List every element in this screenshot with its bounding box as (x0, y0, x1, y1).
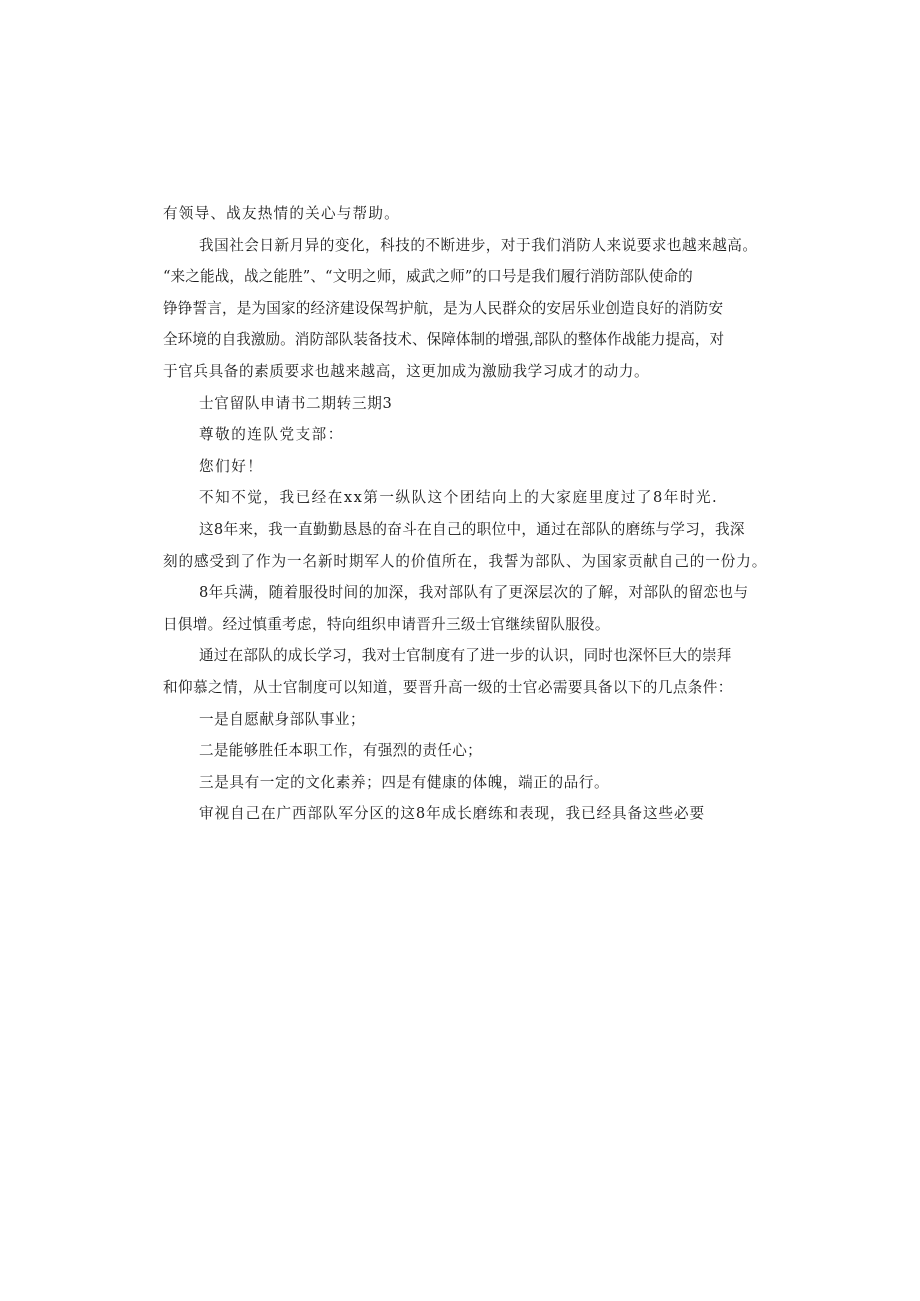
paragraph-line: 刻的感受到了作为一名新时期军人的价值所在，我誓为部队、为国家贡献自己的一份力。 (163, 552, 768, 570)
paragraph-line: 这8年来，我一直勤勤恳恳的奋斗在自己的职位中，通过在部队的磨练与学习，我深 (199, 520, 745, 538)
paragraph-line: 全环境的自我激励。消防部队装备技术、保障体制的增强,部队的整体作战能力提高，对 (163, 331, 725, 349)
paragraph-line: 我国社会日新月异的变化，科技的不断进步，对于我们消防人来说要求也越来越高。 (199, 236, 758, 254)
document-body (163, 198, 768, 830)
list-item: 三是具有一定的文化素养；四是有健康的体魄，端正的品行。 (199, 773, 610, 791)
paragraph-line: 通过在部队的成长学习，我对士官制度有了进一步的认识，同时也深怀巨大的崇拜 (199, 647, 732, 665)
paragraph-line: “来之能战，战之能胜”、“文明之师，威武之师”的口号是我们履行消防部队使命的 (163, 268, 693, 286)
greeting: 您们好！ (199, 457, 264, 475)
paragraph-line: 和仰慕之情，从士官制度可以知道，要晋升高一级的士官必需要具备以下的几点条件： (163, 678, 733, 696)
paragraph-line: 不知不觉，我已经在xx第一纵队这个团结向上的大家庭里度过了8年时光. (199, 489, 719, 507)
paragraph-line: 8年兵满，随着服役时间的加深，我对部队有了更深层次的了解，对部队的留恋也与 (199, 584, 749, 602)
list-item: 二是能够胜任本职工作，有强烈的责任心； (199, 742, 482, 760)
paragraph-line: 日俱增。经过慎重考虑，特向组织申请晋升三级士官继续留队服役。 (163, 615, 610, 633)
paragraph-line: 于官兵具备的素质要求也越来越高，这更加成为激励我学习成才的动力。 (163, 362, 650, 380)
salutation: 尊敬的连队党支部： (199, 426, 344, 444)
section-title: 士官留队申请书二期转三期3 (199, 394, 393, 412)
paragraph-line: 有领导、战友热情的关心与帮助。 (163, 205, 400, 222)
list-item: 一是自愿献身部队事业； (199, 710, 366, 728)
paragraph-line: 审视自己在广西部队军分区的这8年成长磨练和表现，我已经具备这些必要 (199, 805, 705, 823)
paragraph-line: 铮铮誓言，是为国家的经济建设保驾护航，是为人民群众的安居乐业创造良好的消防安 (163, 299, 724, 317)
